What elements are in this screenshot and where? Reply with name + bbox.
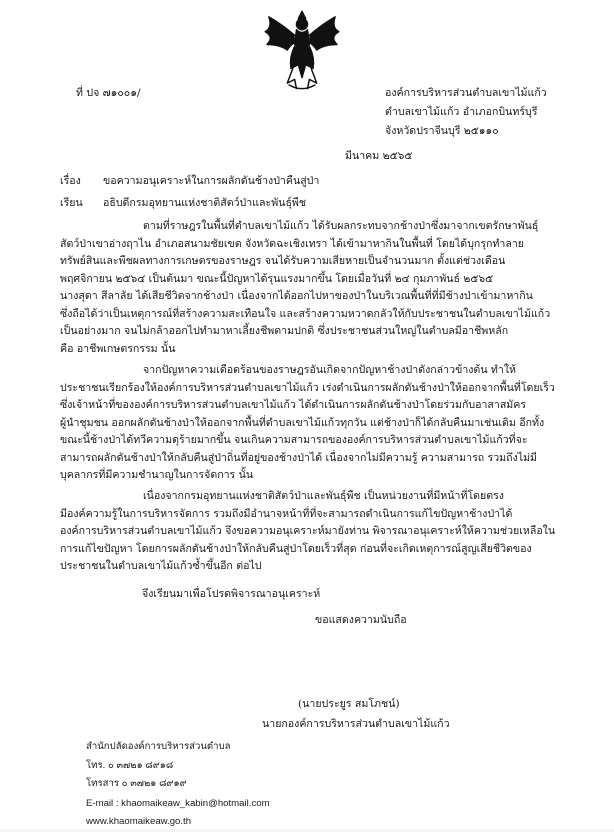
footer-website[interactable]: www.khaomaikeaw.go.th (86, 816, 192, 827)
footer-fax: โทรสาร ๐ ๓๗๒๑ ๘๙๑๙ (86, 778, 187, 789)
paragraph-line: ทรัพย์สินและพืชผลทางการเกษตรของราษฎร จนได้รับความเสียหายเป็นจำนวนมาก ตั้งแต่ช่วงเดือน (60, 255, 506, 267)
subject-label: เรื่อง (60, 175, 81, 187)
reference-number: ที่ ปจ ๗๑๐๐๑/ (76, 87, 141, 99)
paragraph-line: สามารถผลักดันช้างป่าให้กลับคืนสู่ป่าถิ่นที่อยู่ของช้างป่าได้ เนื่องจากไม่มีความรู้ ความสามารถ รวมถึงไม่มี (60, 451, 538, 464)
paragraph-line: ผู้นำชุมชน ออกผลักดันช้างป่าให้ออกจากพื้นที่ตำบลเขาไม้แก้วทุกวัน แต่ช้างป่าก็ได้กลับคืนมาเช่นเดิม อีกทั้ง (60, 416, 545, 429)
recipient-text: อธิบดีกรมอุทยานแห่งชาติสัตว์ป่าและพันธุ์พืช (103, 197, 307, 209)
complimentary-close: ขอแสดงความนับถือ (315, 614, 407, 626)
body-paragraph-1 (60, 218, 560, 358)
paragraph-line: ขณะนี้ช้างป่าได้ทวีความดุร้ายมากขึ้น จนเกินความสามารถขององค์การบริหารส่วนตำบลเขาไม้แก้วที่จะ (60, 434, 528, 446)
paragraph-line: ตามที่ราษฎรในพื้นที่ตำบลเขาไม้แก้ว ได้รับผลกระทบจากช้างป่าซึ่งมาจากเขตรักษาพันธุ์ (143, 220, 539, 232)
paragraph-line: เนื่องจากกรมอุทยานแห่งชาติสัตว์ป่าและพันธุ์พืช เป็นหน่วยงานที่มีหน้าที่โดยตรง (143, 490, 504, 502)
paragraph-line: คือ อาชีพเกษตรกรรม นั้น (60, 342, 176, 355)
body-paragraph-3 (60, 488, 560, 576)
footer-email[interactable]: E-mail : khaomaikeaw_kabin@hotmail.com (86, 798, 270, 809)
paragraph-line: สัตว์ป่าเขาอ่างฤาไน อำเภอสนามชัยเขต จังหวัดฉะเชิงเทรา ได้เข้ามาหากินในพื้นที่ โดยได้บุกรุกทำลาย (60, 237, 525, 250)
closing-request: จึงเรียนมาเพื่อโปรดพิจารณาอนุเคราะห์ (142, 588, 321, 600)
footer-phone: โทร. ๐ ๓๗๒๑ ๘๙๑๘ (86, 760, 174, 771)
signer-name: (นายประยูร สมโภชน์) (298, 698, 400, 710)
paragraph-line: นางสุดา สีลาลัย ได้เสียชีวิตจากช้างป่า เนื่องจากได้ออกไปหาของป่าในบริเวณพื้นที่ที่มีช้างป่าเข้ามาหากิน (60, 290, 533, 302)
paragraph-line: องค์การบริหารส่วนตำบลเขาไม้แก้ว จึงขอความอนุเคราะห์มายังท่าน พิจารณาอนุเคราะห์ให้ความช่วยเหลือใน (60, 525, 556, 537)
paragraph-line: มีองค์ความรู้ในการบริหารจัดการ รวมถึงมีอำนาจหน้าที่ที่จะสามารถดำเนินการแก้ไขปัญหาช้างป่าได้ (60, 507, 513, 520)
garuda-emblem-icon (256, 4, 348, 96)
paragraph-line: การแก้ไขปัญหา โดยการผลักดันช้างป่าให้กลับคืนสู่ป่าโดยเร็วที่สุด ก่อนที่จะเกิดเหตุการณ์สูญเสียชีวิตของ (60, 542, 532, 555)
sender-address-line-3: จังหวัดปราจีนบุรี ๒๕๑๑๐ (385, 125, 499, 137)
paragraph-line: เป็นอย่างมาก จนไม่กล้าออกไปทำมาหาเลี้ยงชีพตามปกติ ซึ่งประชาชนส่วนใหญ่ในตำบลมีอาชีพหลัก (60, 325, 509, 337)
paragraph-line: ซึ่งถือได้ว่าเป็นเหตุการณ์ที่สร้างความสะเทือนใจ และสร้างความหวาดกลัวให้กับประชาชนในตำบลเขาไม้แก้ว (60, 307, 551, 320)
paragraph-line: พฤศจิกายน ๒๕๖๔ เป็นต้นมา ขณะนี้ปัญหาได้รุนแรงมากขึ้น โดยเมื่อวันที่ ๒๔ กุมภาพันธ์ ๒๕๖๕ (60, 272, 494, 285)
paragraph-line: ประชาชนเรียกร้องให้องค์การบริหารส่วนตำบลเขาไม้แก้ว เร่งดำเนินการผลักดันช้างป่าให้ออกจากพื้นที่โดยเร็ว (60, 381, 555, 394)
subject-text: ขอความอนุเคราะห์ในการผลักดันช้างป่าคืนสู่ป่า (103, 175, 320, 187)
recipient-label: เรียน (60, 197, 83, 209)
sender-address-line-1: องค์การบริหารส่วนตำบลเขาไม้แก้ว (385, 87, 547, 99)
paragraph-line: ประชาชนในตำบลเขาไม้แก้วซ้ำขึ้นอีก ต่อไป (60, 560, 262, 572)
letter-date: มีนาคม ๒๕๖๕ (345, 150, 413, 162)
signer-title: นายกองค์การบริหารส่วนตำบลเขาไม้แก้ว (262, 718, 450, 730)
paragraph-line: จากปัญหาความเดือดร้อนของราษฎรอันเกิดจากปัญหาช้างป่าดังกล่าวข้างต้น ทำให้ (143, 364, 517, 376)
paragraph-line: ซึ่งเจ้าหน้าที่ขององค์การบริหารส่วนตำบลเขาไม้แก้ว ได้ดำเนินการผลักดันช้างป่าโดยร่วมกับอาสาสมัคร (60, 399, 527, 411)
sender-address-line-2: ตำบลเขาไม้แก้ว อำเภอกบินทร์บุรี (385, 106, 538, 118)
body-paragraph-2 (60, 362, 560, 485)
paragraph-line: บุคลากรที่มีความชำนาญในการจัดการ นั้น (60, 469, 254, 481)
footer-office: สำนักปลัดองค์การบริหารส่วนตำบล (86, 741, 231, 752)
